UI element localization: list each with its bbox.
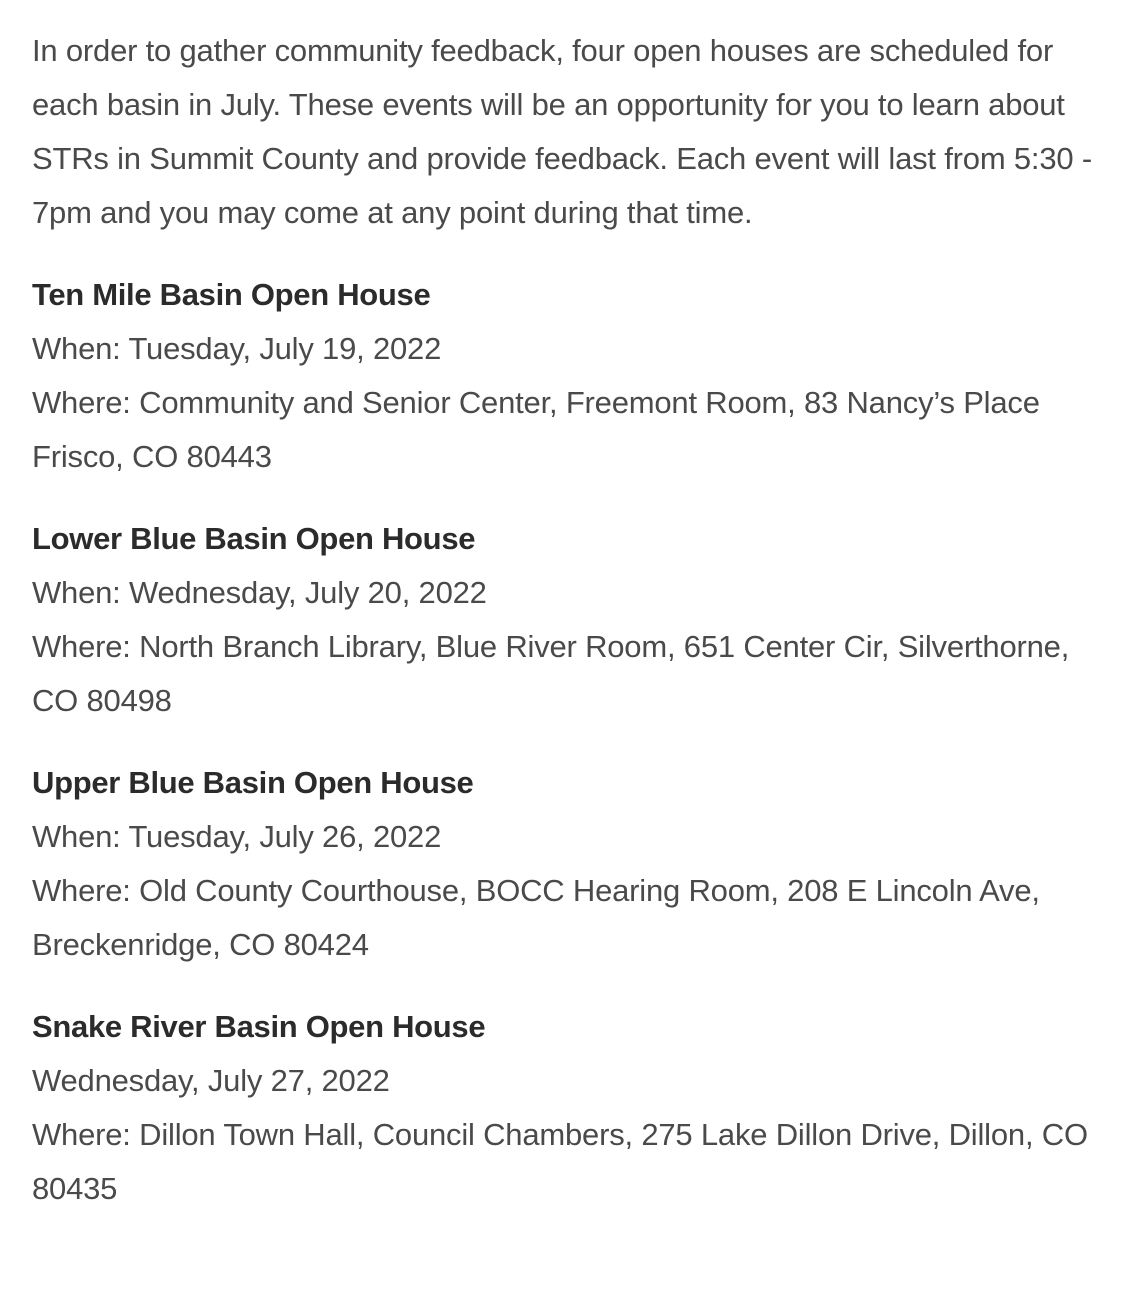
event-where: Where: Community and Senior Center, Freemont Room, 83 Nancy’s Place Frisco, CO 80443: [32, 385, 1040, 474]
event-where: Where: Dillon Town Hall, Council Chambers, 275 Lake Dillon Drive, Dillon, CO 80435: [32, 1117, 1088, 1206]
event-title: Lower Blue Basin Open House: [32, 521, 476, 556]
event-when: When: Tuesday, July 19, 2022: [32, 331, 442, 366]
event-ten-mile: [32, 268, 1108, 484]
event-when: When: Wednesday, July 20, 2022: [32, 575, 487, 610]
intro-paragraph: In order to gather community feedback, four open houses are scheduled for each basin in July. These events will be an opportunity for you to learn about STRs in Summit County and provide feedback. Each event will last from 5:30 - 7pm and you may come at any point during that time.: [32, 33, 1092, 230]
event-title: Snake River Basin Open House: [32, 1009, 486, 1044]
event-where: Where: Old County Courthouse, BOCC Hearing Room, 208 E Lincoln Ave, Breckenridge, CO 80424: [32, 873, 1040, 962]
event-title: Upper Blue Basin Open House: [32, 765, 474, 800]
event-snake-river: [32, 1000, 1108, 1216]
event-upper-blue: [32, 756, 1108, 972]
event-lower-blue: [32, 512, 1108, 728]
event-when: When: Tuesday, July 26, 2022: [32, 819, 442, 854]
event-where: Where: North Branch Library, Blue River Room, 651 Center Cir, Silverthorne, CO 80498: [32, 629, 1070, 718]
event-when: Wednesday, July 27, 2022: [32, 1063, 390, 1098]
event-title: Ten Mile Basin Open House: [32, 277, 431, 312]
